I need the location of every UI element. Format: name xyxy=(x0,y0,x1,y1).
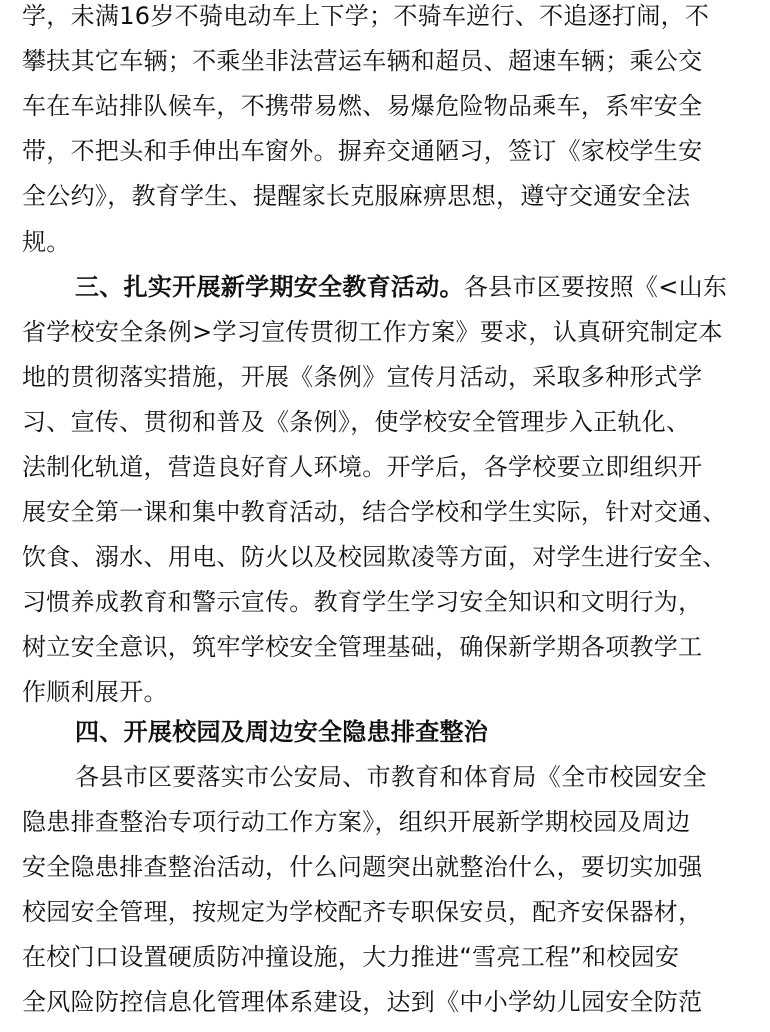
text-line: 展安全第一课和集中教育活动，结合学校和学生实际，针对交通、 xyxy=(22,498,727,526)
text-line: 在校门口设置硬质防冲撞设施，大力推进“雪亮工程”和校园安 xyxy=(22,943,680,971)
text-line: 安全隐患排查整治活动，什么问题突出就整治什么，要切实加强 xyxy=(22,853,703,881)
text-line: 攀扶其它车辆；不乘坐非法营运车辆和超员、超速车辆；乘公交 xyxy=(22,47,703,75)
text-line: 带，不把头和手伸出车窗外。摒弃交通陋习，签订《家校学生安 xyxy=(22,137,703,165)
text-line: 树立安全意识，筑牢学校安全管理基础，确保新学期各项教学工 xyxy=(22,633,703,661)
text-line: 习、宣传、贯彻和普及《条例》，使学校安全管理步入正轨化、 xyxy=(22,408,691,436)
text-line: 全风险防控信息化管理体系建设，达到《中小学幼儿园安全防范 xyxy=(22,988,703,1016)
text-line: 地的贯彻落实措施，开展《条例》宣传月活动，采取多种形式学 xyxy=(22,363,703,391)
text-line: 习惯养成教育和警示宣传。教育学生学习安全知识和文明行为， xyxy=(22,588,703,616)
text-line: 法制化轨道，营造良好育人环境。开学后，各学校要立即组织开 xyxy=(22,453,703,481)
section-3-heading-rest: 各县市区要按照《<山东 xyxy=(463,273,728,301)
text-line: 饮食、溺水、用电、防火以及校园欺凌等方面，对学生进行安全、 xyxy=(22,543,727,571)
text-line: 全公约》，教育学生、提醒家长克服麻痹思想，遵守交通安全法 xyxy=(22,182,691,210)
text-line: 隐患排查整治专项行动工作方案》，组织开展新学期校园及周边 xyxy=(22,808,691,836)
section-4-heading: 四、开展校园及周边安全隐患排查整治 xyxy=(75,718,489,746)
text-line: 各县市区要落实市公安局、市教育和体育局《全市校园安全 xyxy=(75,763,707,791)
text-line: 学，未满16岁不骑电动车上下学；不骑车逆行、不追逐打闹，不 xyxy=(22,2,710,30)
section-3-heading: 三、扎实开展新学期安全教育活动。 xyxy=(75,273,464,301)
text-line: 车在车站排队候车，不携带易燃、易爆危险物品乘车，系牢安全 xyxy=(22,92,703,120)
text-line: 省学校安全条例>学习宣传贯彻工作方案》要求，认真研究制定本 xyxy=(22,318,723,346)
text-line: 作顺利展开。 xyxy=(22,678,168,706)
text-line: 规。 xyxy=(22,228,71,256)
section-3-first-line xyxy=(75,272,752,302)
text-line: 校园安全管理，按规定为学校配齐专职保安员，配齐安保器材， xyxy=(22,898,703,926)
